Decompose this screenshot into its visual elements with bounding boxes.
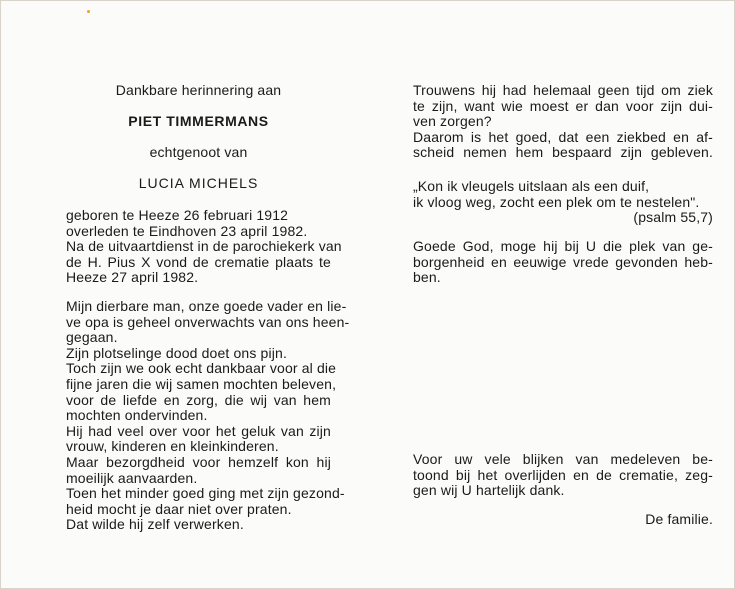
life-line: de H. Pius X vond de crematie plaats te — [66, 253, 331, 270]
tribute-line: vrouw, kinderen en kleinkinderen. — [66, 438, 279, 455]
psalm-reference: (psalm 55,7) — [633, 209, 713, 226]
prayer-line: Goede God, moge hij bij U die plek van ge- — [413, 238, 713, 254]
tribute-line: mochten ondervinden. — [66, 407, 208, 424]
thanks-paragraph — [413, 452, 713, 499]
tribute-line: voor de liefde en zorg, die wij van hem — [66, 391, 331, 408]
life-line: overleden te Eindhoven 23 april 1982. — [66, 222, 308, 239]
reflection-line: scheid nemen hem bespaard zijn gebleven. — [413, 144, 713, 161]
psalm-line: „Kon ik vleugels uitslaan als een duif, — [413, 178, 650, 194]
thanks-line: gen wij U hartelijk dank. — [413, 482, 565, 499]
life-details — [66, 207, 342, 286]
ink-speck — [87, 10, 90, 13]
reflection-line: Trouwens hij had helemaal geen tijd om ziek — [413, 82, 713, 98]
tribute-line: heid mocht je daar niet over praten. — [66, 500, 292, 517]
life-line: geboren te Heeze 26 februari 1912 — [66, 207, 289, 223]
deceased-name — [66, 114, 331, 130]
thanks-line: toond bij het overlijden en de crematie, zeg- — [413, 466, 713, 483]
tribute-line: Mijn dierbare man, onze goede vader en lie- — [66, 298, 347, 314]
life-line: Heeze 27 april 1982. — [66, 269, 199, 286]
thanks-line: Voor uw vele blijken van medeleven be- — [413, 451, 713, 467]
signature — [413, 512, 713, 528]
reflection-line: ven zorgen? — [413, 113, 492, 130]
intro-text: Dankbare herinnering aan — [115, 82, 282, 98]
reflection-line: Daarom is het goed, dat een ziekbed en af- — [413, 128, 713, 145]
intro-line — [66, 83, 331, 99]
reflection-line: te zijn, want wie moest er dan voor zijn dui- — [413, 97, 713, 114]
deceased-name-text: PIET TIMMERMANS — [128, 113, 269, 129]
reflection-paragraph — [413, 83, 713, 161]
tribute-line: Zijn plotselinge dood doet ons pijn. — [66, 344, 287, 361]
tribute-line: ve opa is geheel onverwachts van ons heen- — [66, 313, 350, 330]
tribute-line: Toen het minder goed ging met zijn gezond- — [66, 485, 345, 502]
tribute-line: moeilijk aanvaarden. — [66, 469, 198, 486]
signature-text: De familie. — [645, 511, 713, 527]
prayer-paragraph — [413, 239, 713, 286]
prayer-line: ben. — [413, 269, 441, 286]
psalm-quote — [413, 179, 713, 226]
spouse-name-text: LUCIA MICHELS — [138, 175, 259, 191]
tribute-line: Toch zijn we ook echt dankbaar voor al die — [66, 360, 337, 377]
tribute-line: gegaan. — [66, 329, 118, 346]
tribute-line: Dat wilde hij zelf verwerken. — [66, 516, 244, 533]
life-line: Na de uitvaartdienst in de parochiekerk van — [66, 238, 342, 255]
tribute-text — [66, 298, 350, 533]
prayer-line: borgenheid en eeuwige vrede gevonden heb- — [413, 253, 713, 270]
psalm-line: ik vloog weg, zocht een plek om te nestelen". — [413, 193, 700, 210]
tribute-line: Hij had veel over voor het geluk van zijn — [66, 422, 331, 439]
spouse-label-text: echtgenoot van — [149, 144, 248, 160]
tribute-line: Maar bezorgdheid voor hemzelf kon hij — [66, 453, 331, 470]
spouse-label — [66, 145, 331, 161]
spouse-name — [66, 176, 331, 192]
tribute-line: fijne jaren die wij samen mochten beleven, — [66, 375, 337, 392]
